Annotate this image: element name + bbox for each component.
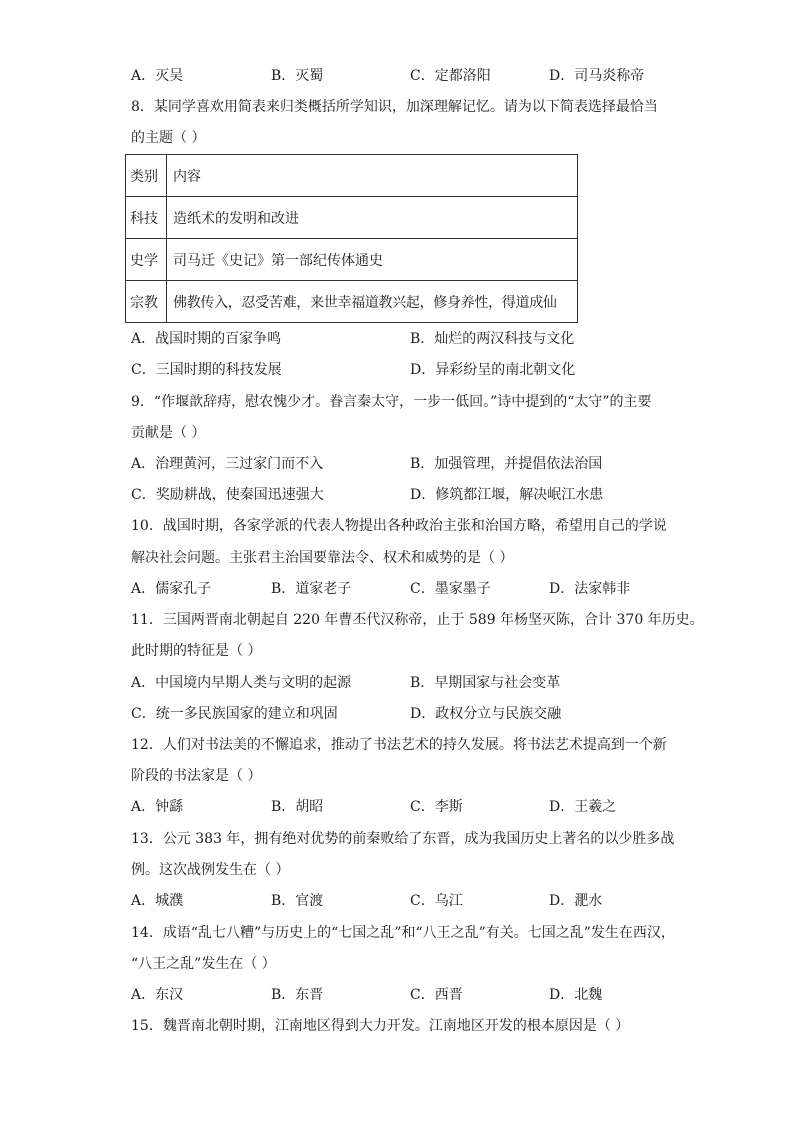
q13-stem-line1: 13．公元 383 年，拥有绝对优势的前秦败给了东晋，成为我国历史上著名的以少胜多战 — [131, 831, 675, 847]
table-row — [126, 197, 578, 239]
q13-option-b[interactable]: B．官渡 — [271, 893, 324, 909]
q14-option-a[interactable]: A．东汉 — [131, 987, 184, 1003]
q9-stem-line2: 贡献是（ ） — [131, 425, 206, 441]
q9-stem-line1: 9．“作堰歆辞痔，慰农愧少才。眷言秦太守，一步一低回。”诗中提到的“太守”的主要 — [131, 394, 652, 410]
q7-option-c[interactable]: C．定都洛阳 — [410, 68, 491, 84]
q13-stem-line2: 例。这次战例发生在（ ） — [131, 862, 290, 878]
q9-option-a[interactable]: A．治理黄河，三过家门而不入 — [131, 456, 324, 472]
table-cell: 内容 — [167, 155, 578, 197]
q14-stem-line1: 14．成语“乱七八糟”与历史上的“七国之乱”和“八王之乱”有关。七国之乱”发生在西汉， — [131, 925, 675, 941]
table-row — [126, 281, 578, 323]
q14-option-d[interactable]: D．北魏 — [549, 987, 603, 1003]
q8-summary-table — [125, 154, 578, 323]
q9-options-row1 — [131, 454, 731, 474]
q12-option-a[interactable]: A．钟繇 — [131, 799, 184, 815]
q9-option-c[interactable]: C．奖励耕战，使秦国迅速强大 — [131, 487, 324, 503]
q13-option-a[interactable]: A．城濮 — [131, 893, 184, 909]
q8-stem-line2: 的主题（ ） — [131, 130, 206, 146]
q7-option-d[interactable]: D．司马炎称帝 — [549, 68, 645, 84]
q12-option-b[interactable]: B．胡昭 — [271, 799, 324, 815]
table-row — [126, 239, 578, 281]
q10-stem-line2: 解决社会问题。主张君主治国要靠法令、权术和威势的是（ ） — [131, 550, 514, 566]
q11-stem-line2: 此时期的特征是（ ） — [131, 643, 262, 659]
q8-stem-line1: 8．某同学喜欢用简表来归类概括所学知识，加深理解记忆。请为以下简表选择最恰当 — [131, 99, 658, 115]
q7-options — [131, 66, 731, 86]
q14-option-b[interactable]: B．东晋 — [271, 987, 324, 1003]
q15-stem-line1: 15．魏晋南北朝时期，江南地区得到大力开发。江南地区开发的根本原因是（ ） — [131, 1018, 630, 1034]
q8-option-a[interactable]: A．战国时期的百家争鸣 — [131, 331, 282, 347]
q11-option-b[interactable]: B．早期国家与社会变革 — [410, 675, 561, 691]
q14-option-c[interactable]: C．西晋 — [410, 987, 463, 1003]
q10-options — [131, 579, 731, 599]
table-cell: 佛教传入，忍受苦难，来世幸福道教兴起，修身养性，得道成仙 — [167, 281, 578, 323]
q12-option-c[interactable]: C．李斯 — [410, 799, 463, 815]
q11-option-d[interactable]: D．政权分立与民族交融 — [410, 706, 562, 722]
q7-option-a[interactable]: A．灭吴 — [131, 68, 184, 84]
q13-option-d[interactable]: D．淝水 — [549, 893, 603, 909]
q11-option-c[interactable]: C．统一多民族国家的建立和巩固 — [131, 706, 338, 722]
table-cell: 司马迁《史记》第一部纪传体通史 — [167, 239, 578, 281]
table-cell: 类别 — [126, 155, 167, 197]
q12-options — [131, 797, 731, 817]
q10-stem-line1: 10．战国时期，各家学派的代表人物提出各种政治主张和治国方略，希望用自己的学说 — [131, 518, 667, 534]
q12-stem-line2: 阶段的书法家是（ ） — [131, 768, 262, 784]
q9-options-row2 — [131, 485, 731, 505]
q10-option-b[interactable]: B．道家老子 — [271, 581, 352, 597]
q8-option-d[interactable]: D．异彩纷呈的南北朝文化 — [410, 362, 576, 378]
q12-option-d[interactable]: D．王羲之 — [549, 799, 617, 815]
q7-option-b[interactable]: B．灭蜀 — [271, 68, 324, 84]
q9-option-b[interactable]: B．加强管理，并提倡依法治国 — [410, 456, 603, 472]
q11-option-a[interactable]: A．中国境内早期人类与文明的起源 — [131, 675, 352, 691]
q10-option-c[interactable]: C．墨家墨子 — [410, 581, 491, 597]
q14-options — [131, 985, 731, 1005]
q11-options-row2 — [131, 704, 731, 724]
table-row — [126, 155, 578, 197]
q8-option-b[interactable]: B．灿烂的两汉科技与文化 — [410, 331, 575, 347]
q12-stem-line1: 12．人们对书法美的不懈追求，推动了书法艺术的持久发展。将书法艺术提高到一个新 — [131, 737, 667, 753]
q10-option-d[interactable]: D．法家韩非 — [549, 581, 631, 597]
table-cell: 宗教 — [126, 281, 167, 323]
q11-options-row1 — [131, 673, 731, 693]
q9-option-d[interactable]: D．修筑都江堰，解决岷江水患 — [410, 487, 604, 503]
q8-options-row1 — [131, 329, 731, 349]
q13-options — [131, 891, 731, 911]
q8-options-row2 — [131, 360, 731, 380]
q10-option-a[interactable]: A．儒家孔子 — [131, 581, 212, 597]
q11-stem-line1: 11．三国两晋南北朝起自 220 年曹丕代汉称帝，止于 589 年杨坚灭陈，合计 370 年历史。 — [131, 612, 704, 628]
table-cell: 史学 — [126, 239, 167, 281]
table-cell: 科技 — [126, 197, 167, 239]
q13-option-c[interactable]: C．乌江 — [410, 893, 463, 909]
table-cell: 造纸术的发明和改进 — [167, 197, 578, 239]
q8-option-c[interactable]: C．三国时期的科技发展 — [131, 362, 282, 378]
q14-stem-line2: “八王之乱”发生在（ ） — [131, 956, 276, 972]
